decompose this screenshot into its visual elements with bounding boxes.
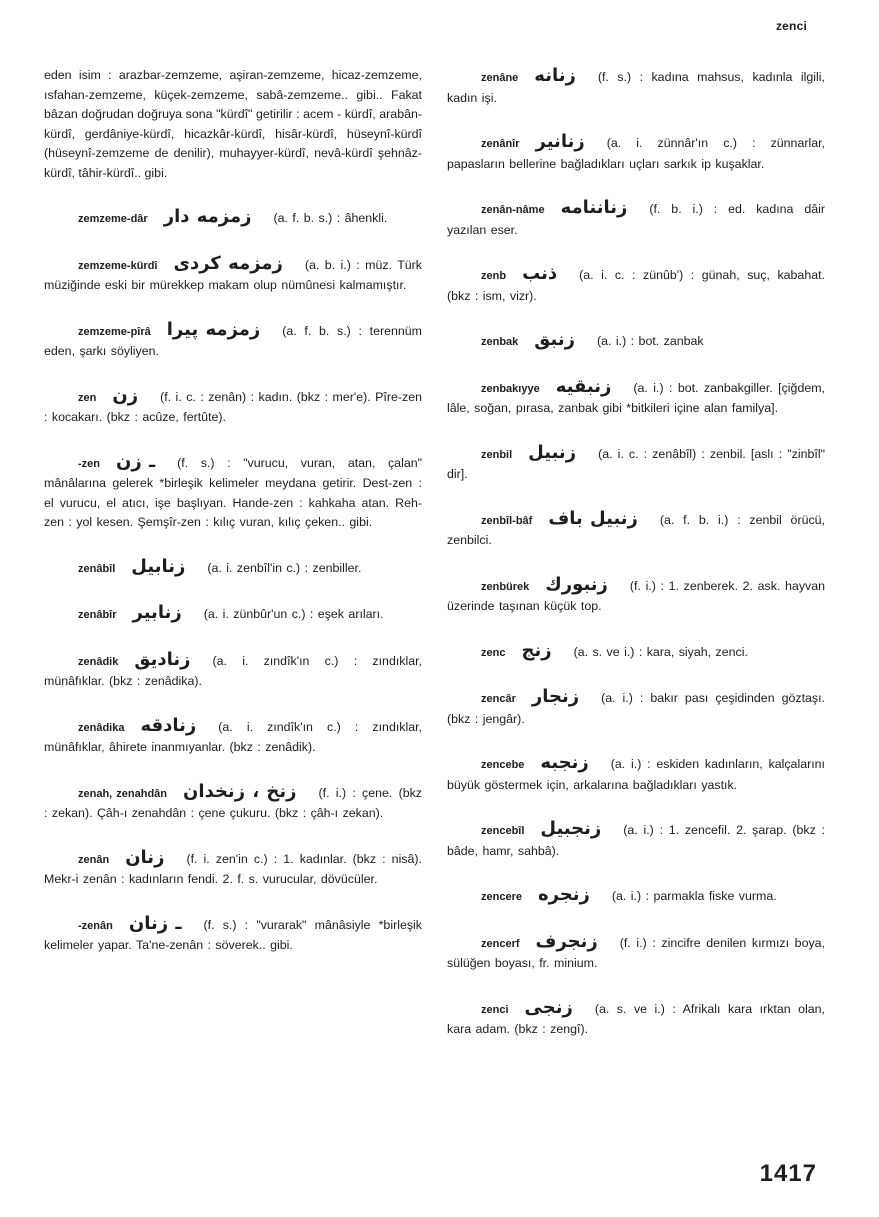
entry-definition: (a. i.) : 1. zencefil. 2. şarap. (bkz : bâde, hamr, sahbâ). xyxy=(447,823,825,858)
entry-arabic-script: زنبورك xyxy=(545,573,608,595)
dictionary-entry xyxy=(447,932,825,974)
entry-arabic-script: زنادقه xyxy=(140,714,197,736)
entry-arabic-script: زنجبيل xyxy=(540,818,602,839)
entry-headword: zenbakıyye xyxy=(481,382,540,395)
entry-definition: (f. b. i.) : ed. kadına dâir yazılan eser. xyxy=(447,202,825,237)
entry-headword: zenbîl-bâf xyxy=(481,514,533,527)
continued-entry-text: eden isim : arazbar-zemzeme, aşiran-zemzeme, hicaz-zemzeme, ısfahan-zemzeme, küçek-zemzeme, sabâ-zemzeme.. gibi.. Fakat bâzan doğrudan doğruya sona "kürdî" getirilir : acem - kürdî, arabân-kürdî, gerdâniye-kürdî, hicazkâr-kürdî, hisâr-kürdî, hüseynî-kürdî (hüseynî-zemzeme de denilir), muhayyer-kürdî, nevâ-kürdî şehnâz-kürdî, tâhir-kürdî.. gibi. xyxy=(44,68,422,180)
dictionary-entry xyxy=(447,132,825,174)
entry-arabic-script: زنجى xyxy=(524,996,573,1018)
entry-definition: (a. f. b. s.) : terennüm eden, şarkı söyliyen. xyxy=(44,323,422,358)
entry-headword: zenc xyxy=(481,646,506,659)
entry-headword: -zen xyxy=(78,457,100,470)
dictionary-entry xyxy=(44,557,422,580)
entry-headword: zenbürek xyxy=(481,580,530,593)
entry-headword: zenân xyxy=(78,853,110,866)
entry-headword: zenâdik xyxy=(78,655,119,668)
entry-headword: zenbil xyxy=(481,448,513,461)
entry-arabic-script: زنجره xyxy=(537,884,590,905)
dictionary-entry xyxy=(447,377,825,419)
dictionary-entry xyxy=(447,641,825,664)
entry-arabic-script: زنجرف xyxy=(535,930,598,952)
entry-definition: (a. i. zünnâr'ın c.) : zünnarlar, papasların bellerine bağladıkları uçları sarkık ip kuşaklar. xyxy=(447,136,825,171)
dictionary-entry xyxy=(447,198,825,240)
entry-definition: (a. i.) : eskiden kadınların, kalçalarını büyük göstermek için, arkalarına bağladıkları yastık. xyxy=(447,757,825,792)
entry-definition: (f. i.) : 1. zenberek. 2. ask. hayvan üzerinde taşınan küçük top. xyxy=(447,578,825,613)
entry-definition: (f. i.) : çene. (bkz : zekan). Çâh-ı zenahdân : çene çukuru. (bkz : çâh-ı zekan). xyxy=(44,785,422,820)
entry-arabic-script: زنانير xyxy=(535,131,585,152)
entry-headword: zencâr xyxy=(481,693,516,705)
page-number: 1417 xyxy=(759,1160,817,1187)
dictionary-entry xyxy=(44,207,422,230)
entry-arabic-script: زناديق xyxy=(134,648,191,670)
dictionary-entry xyxy=(44,716,422,758)
entry-definition: (a. i. zenbîl'in c.) : zenbiller. xyxy=(207,560,362,575)
entry-headword: zemzeme-kürdî xyxy=(78,259,158,272)
entry-headword: zenâbîl xyxy=(78,562,116,575)
entry-definition: (f. s.) : kadına mahsus, kadınla ilgili, kadın işi. xyxy=(447,70,825,105)
entry-definition: (a. i.) : bot. zanbak xyxy=(597,334,704,348)
entry-headword: zen xyxy=(78,391,97,404)
entry-headword: zenânîr xyxy=(481,138,520,150)
entry-headword: zenah, zenahdân xyxy=(78,787,168,800)
dictionary-entry xyxy=(447,443,825,485)
dictionary-entry xyxy=(44,452,422,533)
dictionary-entry xyxy=(447,264,825,306)
entry-headword: zenb xyxy=(481,270,507,282)
entry-headword: zenâne xyxy=(481,72,519,84)
entry-arabic-script: ذنب xyxy=(522,263,558,284)
entry-definition: (f. i. zen'in c.) : 1. kadınlar. (bkz : nisâ). Mekr-i zenân : kadınların fendi. 2. f. s. vurucular, dövücüler. xyxy=(44,851,422,886)
dictionary-entry xyxy=(44,914,422,956)
entry-headword: -zenân xyxy=(78,919,113,932)
entry-arabic-script: ـ زن xyxy=(116,450,156,472)
entry-arabic-script: ـ زنان xyxy=(128,912,182,934)
entry-headword: zenbak xyxy=(481,336,519,348)
dictionary-entry xyxy=(447,330,825,353)
dictionary-entry xyxy=(447,753,825,795)
entry-headword: zencebîl xyxy=(481,825,525,837)
running-head: zenci xyxy=(775,19,807,33)
dictionary-entry xyxy=(447,575,825,617)
dictionary-entry xyxy=(44,320,422,362)
entry-headword: zenci xyxy=(481,1003,509,1016)
entry-definition: (a. s. ve i.) : Afrikalı kara ırktan olan, kara adam. (bkz : zengî). xyxy=(447,1001,825,1036)
entry-headword: zencebe xyxy=(481,759,525,771)
entry-definition: (f. i. c. : zenân) : kadın. (bkz : mer'e). Pîre-zen : kocakarı. (bkz : acûze, fertûte). xyxy=(44,389,422,424)
dictionary-entry xyxy=(447,885,825,908)
entry-headword: zemzeme-pîrâ xyxy=(78,325,151,338)
entry-definition: (f. s.) : "vurucu, vuran, atan, çalan" mânâlarına gelerek *birleşik kelimeler meydana getirir. Dest-zen : el vurucu, el atıcı, işe başlıyan. Hande-zen : kahkaha atan. Reh-zen : yol kesen. Şemşîr-zen : kılıç vuran, kılıç çeken.. gibi. xyxy=(44,455,422,529)
entry-arabic-script: زن xyxy=(112,384,139,406)
left-column xyxy=(44,66,422,980)
dictionary-entry xyxy=(447,66,825,108)
entry-headword: zenân-nâme xyxy=(481,204,545,216)
dictionary-entry xyxy=(44,603,422,626)
entry-arabic-script: زنانه xyxy=(534,65,576,86)
entry-definition: (a. i. zındîk'ın c.) : zındıklar, münâfıklar, âhirete inanmıyanlar. (bkz : zenâdik). xyxy=(44,719,422,754)
entry-arabic-script: زنجار xyxy=(531,686,580,707)
entry-arabic-script: زنان xyxy=(125,846,165,868)
right-column xyxy=(447,66,825,1064)
entry-definition: (a. s. ve i.) : kara, siyah, zenci. xyxy=(573,644,748,659)
entry-arabic-script: زنبيل xyxy=(528,441,577,463)
entry-arabic-script: زنابير xyxy=(132,602,182,623)
entry-definition: (f. s.) : "vurarak" mânâsiyle *birleşik kelimeler yapar. Ta'ne-zenân : söverek.. gibi. xyxy=(44,917,422,952)
entry-arabic-script: زنخ ، زنخدان xyxy=(183,780,297,802)
left-entry-list xyxy=(44,207,422,956)
dictionary-entry xyxy=(44,650,422,692)
entry-headword: zemzeme-dâr xyxy=(78,213,148,225)
entry-arabic-script: زنجبه xyxy=(540,752,589,773)
dictionary-entry xyxy=(44,254,422,296)
entry-definition: (a. i.) : parmakla fiske vurma. xyxy=(611,889,777,903)
dictionary-entry xyxy=(447,687,825,729)
dictionary-entry xyxy=(44,386,422,428)
entry-definition: (a. f. b. i.) : zenbil örücü, zenbilci. xyxy=(447,512,825,547)
entry-definition: (a. i. zındîk'ın c.) : zındıklar, münâfıklar. (bkz : zenâdika). xyxy=(44,653,422,688)
entry-definition: (a. i. zünbûr'un c.) : eşek arıları. xyxy=(203,607,384,621)
entry-headword: zencerf xyxy=(481,937,520,950)
entry-headword: zencere xyxy=(481,891,522,903)
entry-arabic-script: زنبق xyxy=(534,329,575,350)
dictionary-entry xyxy=(447,998,825,1040)
dictionary-entry xyxy=(44,848,422,890)
entry-arabic-script: زمزمه كردى xyxy=(173,252,283,274)
entry-definition: (a. b. i.) : müz. Türk müziğinde eski bir mürekkep makam olup nümûnesi kalmamıştır. xyxy=(44,257,422,292)
dictionary-entry xyxy=(447,509,825,551)
entry-arabic-script: زنابيل xyxy=(131,555,186,577)
entry-headword: zenâbîr xyxy=(78,609,117,621)
right-entry-list xyxy=(447,66,825,1040)
entry-arabic-script: زمزمه دار xyxy=(163,206,252,227)
entry-definition: (f. i.) : zincifre denilen kırmızı boya, sülüğen boyası, fr. minium. xyxy=(447,935,825,970)
entry-definition: (a. f. b. s.) : âhenkli. xyxy=(273,211,388,225)
entry-arabic-script: زنبيل باف xyxy=(548,507,638,529)
entry-arabic-script: زمزمه پيرا xyxy=(166,318,261,340)
entry-definition: (a. i.) : bakır pası çeşidinden göztaşı. (bkz : jengâr). xyxy=(447,691,825,726)
entry-arabic-script: زنبقيه xyxy=(555,375,612,397)
entry-arabic-script: زنج xyxy=(521,639,552,661)
entry-definition: (a. i.) : bot. zanbakgiller. [çiğdem, lâle, soğan, pırasa, zanbak gibi *bitkileri içine alan familya]. xyxy=(447,380,825,415)
entry-arabic-script: زناننامه xyxy=(560,197,628,218)
entry-definition: (a. i. c. : zenâbîl) : zenbil. [aslı : "zinbîl" dir]. xyxy=(447,446,825,481)
dictionary-entry xyxy=(44,782,422,824)
dictionary-entry xyxy=(447,819,825,861)
entry-definition: (a. i. c. : zünûb') : günah, suç, kabahat. (bkz : ism, vizr). xyxy=(447,268,825,303)
entry-headword: zenâdika xyxy=(78,721,125,734)
